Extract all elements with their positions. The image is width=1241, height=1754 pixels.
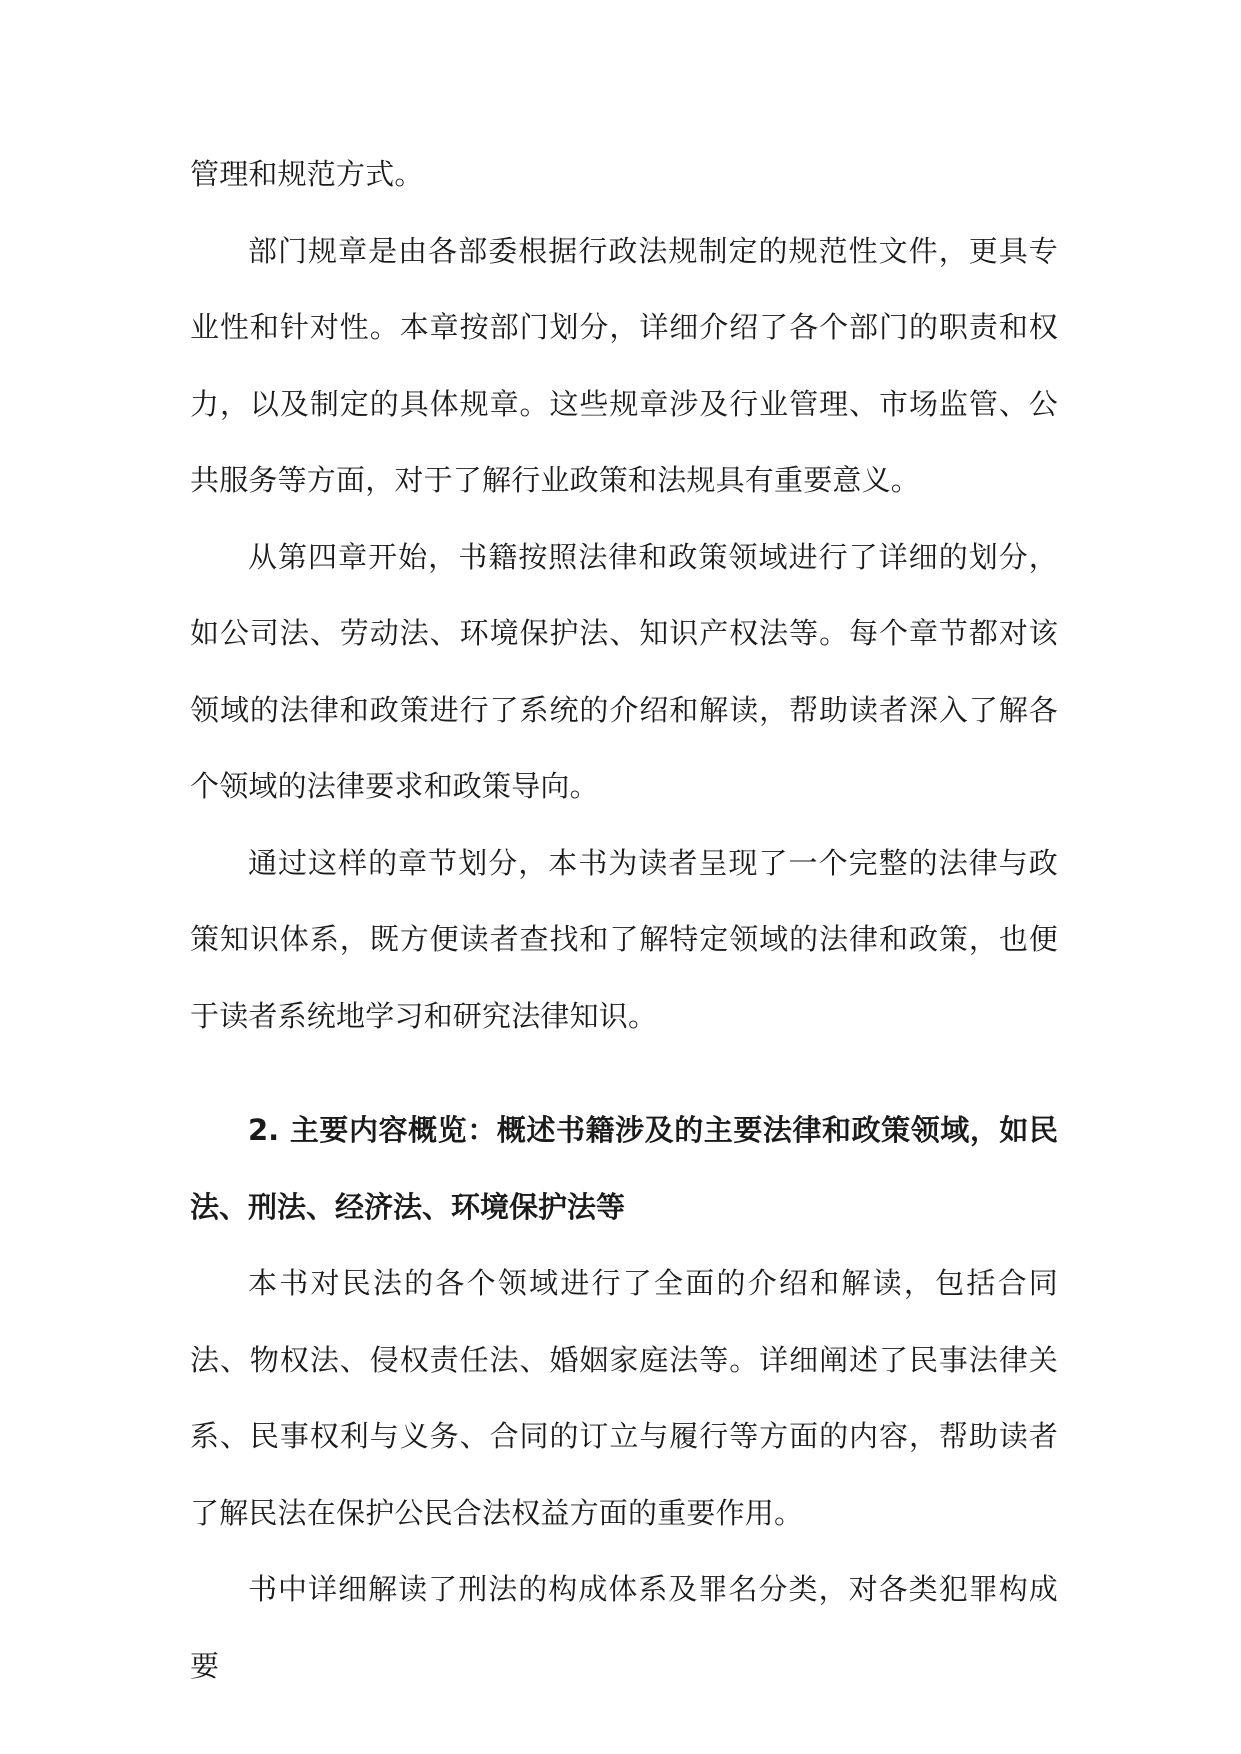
paragraph-criminal-law: 书中详细解读了刑法的构成体系及罪名分类，对各类犯罪构成要: [190, 1572, 1058, 1683]
document-body: [190, 136, 1058, 1704]
paragraph-chapter-division: 通过这样的章节划分，本书为读者呈现了一个完整的法律与政策知识体系，既方便读者查找和了解特定领域的法律和政策，也便于读者系统地学习和研究法律知识。: [190, 845, 1058, 1033]
paragraph-civil-law: 本书对民法的各个领域进行了全面的介绍和解读，包括合同法、物权法、侵权责任法、婚姻家庭法等。详细阐述了民事法律关系、民事权利与义务、合同的订立与履行等方面的内容，帮助读者了解民法在保护公民合法权益方面的重要作用。: [190, 1266, 1058, 1530]
section-heading: 2. 主要内容概览：概述书籍涉及的主要法律和政策领域，如民法、刑法、经济法、环境保护法等: [190, 1113, 1058, 1224]
paragraph-chapter-four: 从第四章开始，书籍按照法律和政策领域进行了详细的划分，如公司法、劳动法、环境保护法、知识产权法等。每个章节都对该领域的法律和政策进行了系统的介绍和解读，帮助读者深入了解各个领域的法律要求和政策导向。: [190, 539, 1058, 803]
paragraph-continuation: 管理和规范方式。: [190, 157, 424, 191]
paragraph-department-rules: 部门规章是由各部委根据行政法规制定的规范性文件，更具专业性和针对性。本章按部门划分，详细介绍了各个部门的职责和权力，以及制定的具体规章。这些规章涉及行业管理、市场监管、公共服务等方面，对于了解行业政策和法规具有重要意义。: [190, 233, 1058, 497]
